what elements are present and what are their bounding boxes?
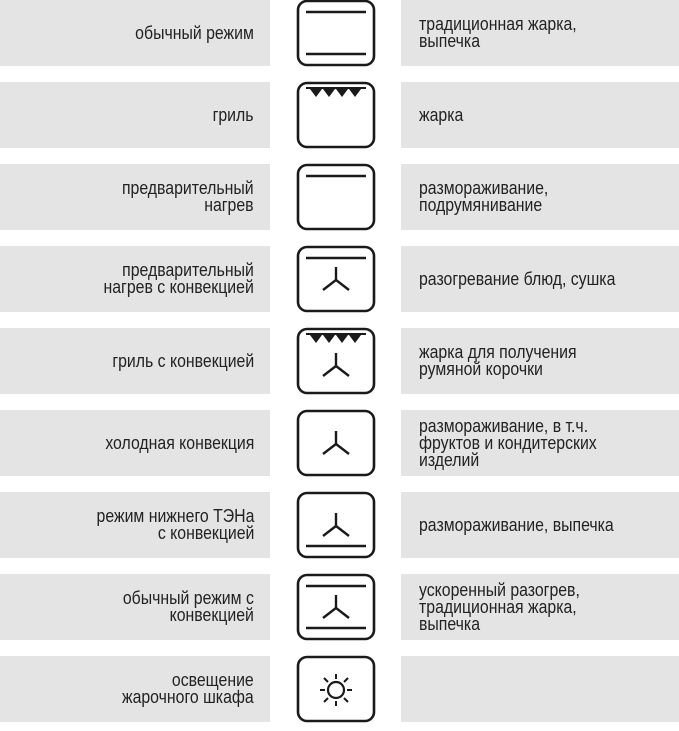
mode-row bbox=[0, 0, 679, 66]
mode-description-cell bbox=[401, 246, 679, 312]
mode-name-cell bbox=[0, 246, 270, 312]
mode-description: жарка для получения румяной корочки bbox=[419, 342, 577, 379]
mode-description-cell bbox=[401, 328, 679, 394]
mode-name-cell bbox=[0, 82, 270, 148]
mode-row bbox=[0, 492, 679, 558]
mode-row bbox=[0, 328, 679, 394]
mode-row bbox=[0, 656, 679, 722]
mode-description-cell bbox=[401, 656, 679, 722]
mode-description: размораживание, подрумянивание bbox=[419, 178, 549, 215]
top-heat-icon bbox=[296, 162, 376, 232]
top-heat-fan-icon bbox=[296, 244, 376, 314]
mode-description-cell bbox=[401, 574, 679, 640]
mode-name-cell bbox=[0, 410, 270, 476]
fan-icon bbox=[296, 408, 376, 478]
mode-description: традиционная жарка, выпечка bbox=[419, 14, 577, 51]
mode-name: холодная конвекция bbox=[104, 432, 254, 453]
mode-name: освещение жарочного шкафа bbox=[122, 670, 254, 707]
mode-name: предварительный нагрев bbox=[122, 178, 254, 215]
mode-name-cell bbox=[0, 164, 270, 230]
mode-name-cell bbox=[0, 492, 270, 558]
grill-fan-icon bbox=[296, 326, 376, 396]
mode-row bbox=[0, 410, 679, 476]
mode-name: гриль bbox=[213, 104, 254, 125]
top-bottom-heat-fan-icon bbox=[296, 572, 376, 642]
mode-description: ускоренный разогрев, традиционная жарка, выпечка bbox=[419, 579, 580, 634]
mode-name: режим нижнего ТЭНа с конвекцией bbox=[96, 506, 254, 543]
mode-row bbox=[0, 164, 679, 230]
mode-name-cell bbox=[0, 574, 270, 640]
mode-name-cell bbox=[0, 328, 270, 394]
mode-description: размораживание, выпечка bbox=[419, 514, 614, 535]
mode-row bbox=[0, 574, 679, 640]
mode-description-cell bbox=[401, 164, 679, 230]
mode-name: обычный режим bbox=[135, 22, 254, 43]
mode-description-cell bbox=[401, 410, 679, 476]
mode-description: размораживание, в т.ч. фруктов и кондитерских изделий bbox=[419, 415, 597, 470]
top-bottom-heat-icon bbox=[296, 0, 376, 68]
mode-row bbox=[0, 246, 679, 312]
mode-description-cell bbox=[401, 82, 679, 148]
mode-name-cell bbox=[0, 656, 270, 722]
mode-name: обычный режим с конвекцией bbox=[122, 588, 254, 625]
mode-name: гриль с конвекцией bbox=[112, 350, 254, 371]
mode-name-cell bbox=[0, 0, 270, 66]
mode-description: жарка bbox=[419, 104, 464, 125]
mode-description: разогревание блюд, сушка bbox=[419, 268, 616, 289]
bottom-heat-fan-icon bbox=[296, 490, 376, 560]
mode-description-cell bbox=[401, 492, 679, 558]
mode-description-cell bbox=[401, 0, 679, 66]
lamp-icon bbox=[296, 654, 376, 724]
mode-name: предварительный нагрев с конвекцией bbox=[103, 260, 254, 297]
mode-row bbox=[0, 82, 679, 148]
grill-icon bbox=[296, 80, 376, 150]
